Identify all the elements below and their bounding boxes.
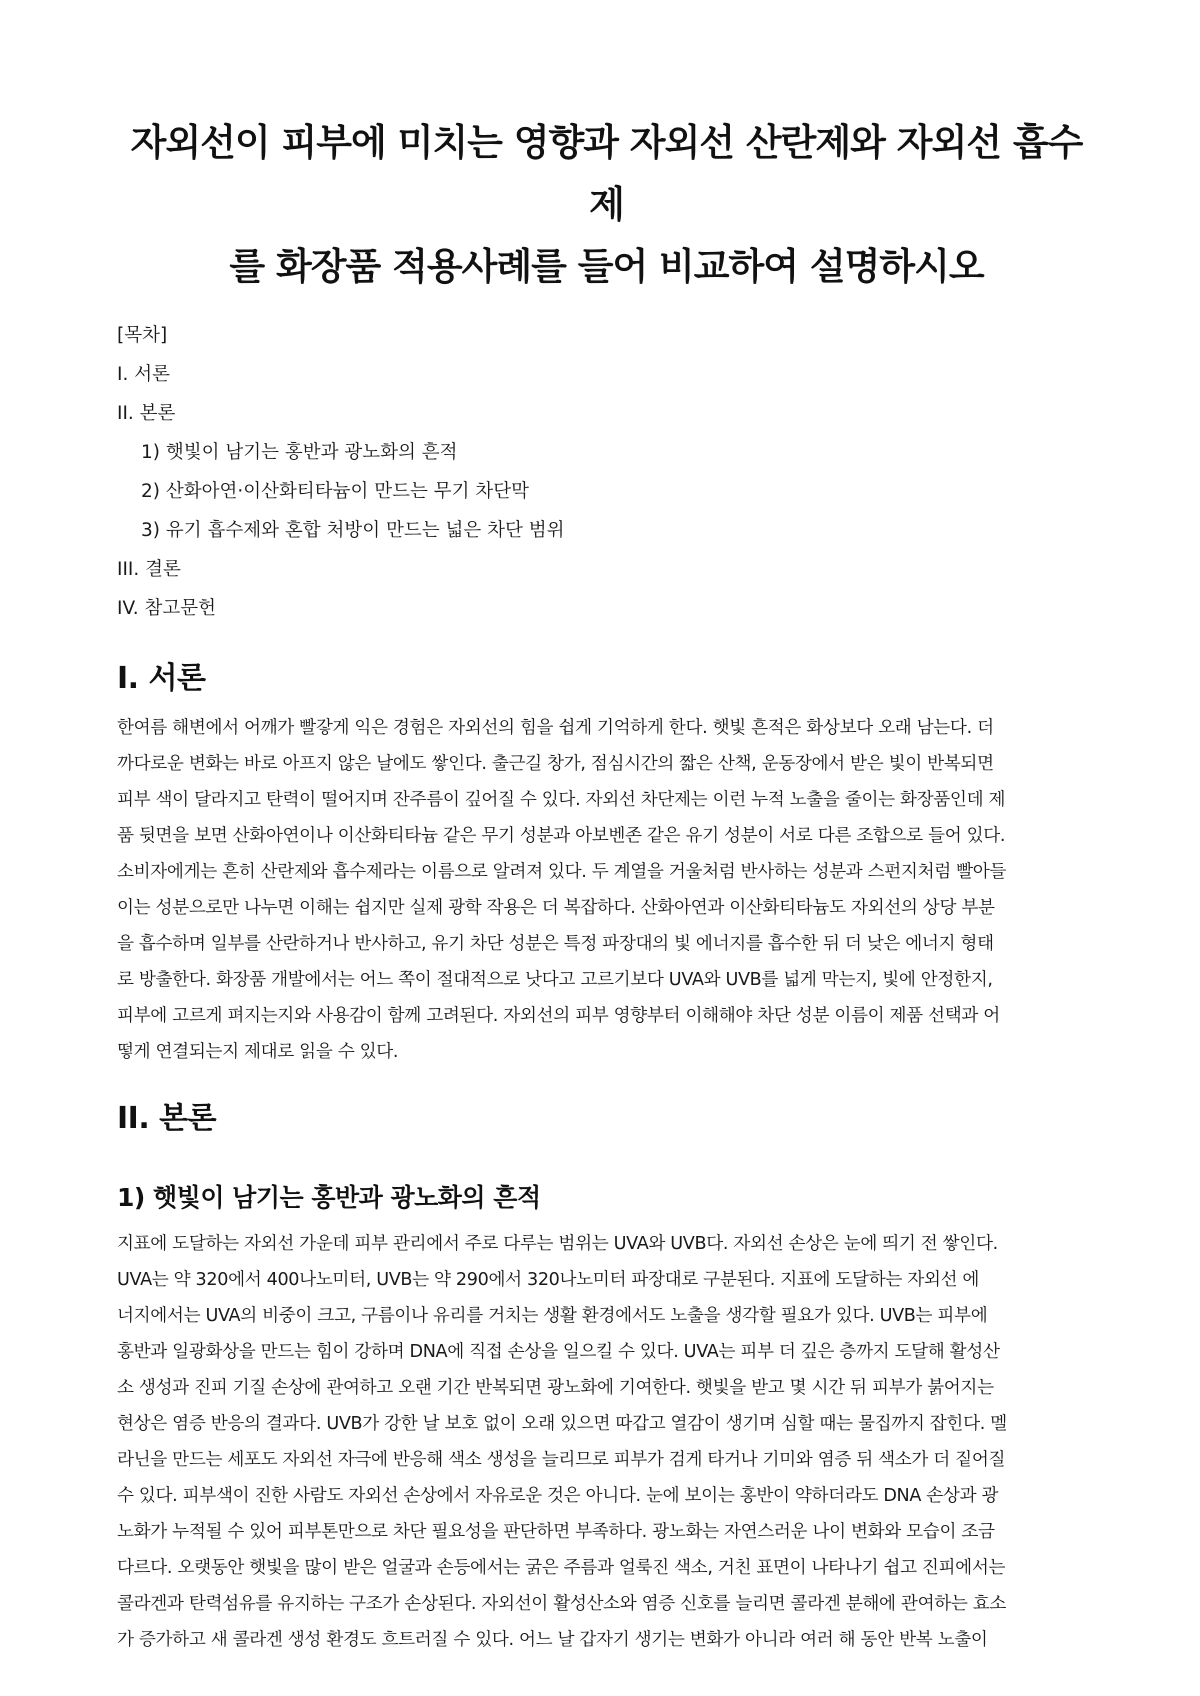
title-line-1: 자외선이 피부에 미치는 영향과 자외선 산란제와 자외선 흡수제	[130, 121, 1083, 226]
paragraph-line: 가 증가하고 새 콜라겐 생성 환경도 흐트러질 수 있다. 어느 날 갑자기 생기는 변화가 아니라 여러 해 동안 반복 노출이	[117, 1630, 988, 1650]
paragraph-line: 수 있다. 피부색이 진한 사람도 자외선 손상에서 자유로운 것은 아니다. 눈에 보이는 홍반이 약하더라도 DNA 손상과 광	[117, 1486, 999, 1506]
subsection-1-heading: 1) 햇빛이 남기는 홍반과 광노화의 흔적	[117, 1183, 541, 1212]
toc-item-body-3: 3) 유기 흡수제와 혼합 처방이 만드는 넓은 차단 범위	[141, 520, 565, 541]
paragraph-line: 한여름 해변에서 어깨가 빨갛게 익은 경험은 자외선의 힘을 쉽게 기억하게 한다. 햇빛 흔적은 화상보다 오래 남는다. 더	[117, 718, 994, 738]
paragraph-line: UVA는 약 320에서 400나노미터, UVB는 약 290에서 320나노미터 파장대로 구분된다. 지표에 도달하는 자외선 에	[117, 1270, 980, 1290]
paragraph-line: 피부에 고르게 펴지는지와 사용감이 함께 고려된다. 자외선의 피부 영향부터 이해해야 차단 성분 이름이 제품 선택과 어	[117, 1006, 1000, 1026]
paragraph-line: 소 생성과 진피 기질 손상에 관여하고 오랜 기간 반복되면 광노화에 기여한다. 햇빛을 받고 몇 시간 뒤 피부가 붉어지는	[117, 1378, 994, 1398]
toc-label: [목차]	[117, 325, 168, 346]
paragraph-line: 라닌을 만드는 세포도 자외선 자극에 반응해 색소 생성을 늘리므로 피부가 검게 타거나 기미와 염증 뒤 색소가 더 짙어질	[117, 1450, 1006, 1470]
paragraph-line: 떻게 연결되는지 제대로 읽을 수 있다.	[117, 1042, 399, 1062]
paragraph-line: 다르다. 오랫동안 햇빛을 많이 받은 얼굴과 손등에서는 굵은 주름과 얼룩진 색소, 거친 표면이 나타나기 쉽고 진피에서는	[117, 1558, 1006, 1578]
paragraph-line: 홍반과 일광화상을 만드는 힘이 강하며 DNA에 직접 손상을 일으킬 수 있다. UVA는 피부 더 깊은 층까지 도달해 활성산	[117, 1342, 1000, 1362]
paragraph-line: 을 흡수하며 일부를 산란하거나 반사하고, 유기 차단 성분은 특정 파장대의 빛 에너지를 흡수한 뒤 더 낮은 에너지 형태	[117, 934, 994, 954]
table-of-contents	[117, 316, 1096, 628]
title-line-2: 를 화장품 적용사례를 들어 비교하여 설명하시오	[229, 245, 984, 288]
toc-item-introduction: I. 서론	[117, 364, 170, 385]
paragraph-line: 까다로운 변화는 바로 아프지 않은 날에도 쌓인다. 출근길 창가, 점심시간의 짧은 산책, 운동장에서 받은 빛이 반복되면	[117, 754, 994, 774]
paragraph-line: 지표에 도달하는 자외선 가운데 피부 관리에서 주로 다루는 범위는 UVA와 UVB다. 자외선 손상은 눈에 띄기 전 쌓인다.	[117, 1234, 998, 1254]
paragraph-line: 소비자에게는 흔히 산란제와 흡수제라는 이름으로 알려져 있다. 두 계열을 거울처럼 반사하는 성분과 스펀지처럼 빨아들	[117, 862, 1007, 882]
paragraph-line: 너지에서는 UVA의 비중이 크고, 구름이나 유리를 거치는 생활 환경에서도 노출을 생각할 필요가 있다. UVB는 피부에	[117, 1306, 988, 1326]
introduction-heading: I. 서론	[117, 661, 206, 696]
toc-item-body: II. 본론	[117, 403, 176, 424]
toc-item-body-1: 1) 햇빛이 남기는 홍반과 광노화의 흔적	[141, 442, 458, 463]
toc-item-references: IV. 참고문헌	[117, 598, 216, 619]
paragraph-line: 피부 색이 달라지고 탄력이 떨어지며 잔주름이 깊어질 수 있다. 자외선 차단제는 이런 누적 노출을 줄이는 화장품인데 제	[117, 790, 1006, 810]
toc-item-body-2: 2) 산화아연·이산화티타늄이 만드는 무기 차단막	[141, 481, 529, 502]
subsection-1-paragraph	[117, 1226, 1096, 1658]
introduction-paragraph	[117, 710, 1096, 1070]
paragraph-line: 이는 성분으로만 나누면 이해는 쉽지만 실제 광학 작용은 더 복잡하다. 산화아연과 이산화티타늄도 자외선의 상당 부분	[117, 898, 995, 918]
paragraph-line: 콜라겐과 탄력섬유를 유지하는 구조가 손상된다. 자외선이 활성산소와 염증 신호를 늘리면 콜라겐 분해에 관여하는 효소	[117, 1594, 1007, 1614]
paragraph-line: 로 방출한다. 화장품 개발에서는 어느 쪽이 절대적으로 낫다고 고르기보다 UVA와 UVB를 넓게 막는지, 빛에 안정한지,	[117, 970, 993, 990]
paragraph-line: 현상은 염증 반응의 결과다. UVB가 강한 날 보호 없이 오래 있으면 따갑고 열감이 생기며 심할 때는 물집까지 잡힌다. 멜	[117, 1414, 1007, 1434]
body-heading: II. 본론	[117, 1101, 217, 1136]
document-title	[117, 112, 1096, 298]
paragraph-line: 노화가 누적될 수 있어 피부톤만으로 차단 필요성을 판단하면 부족하다. 광노화는 자연스러운 나이 변화와 모습이 조금	[117, 1522, 995, 1542]
toc-item-conclusion: III. 결론	[117, 559, 181, 580]
paragraph-line: 품 뒷면을 보면 산화아연이나 이산화티타늄 같은 무기 성분과 아보벤존 같은 유기 성분이 서로 다른 조합으로 들어 있다.	[117, 826, 1006, 846]
